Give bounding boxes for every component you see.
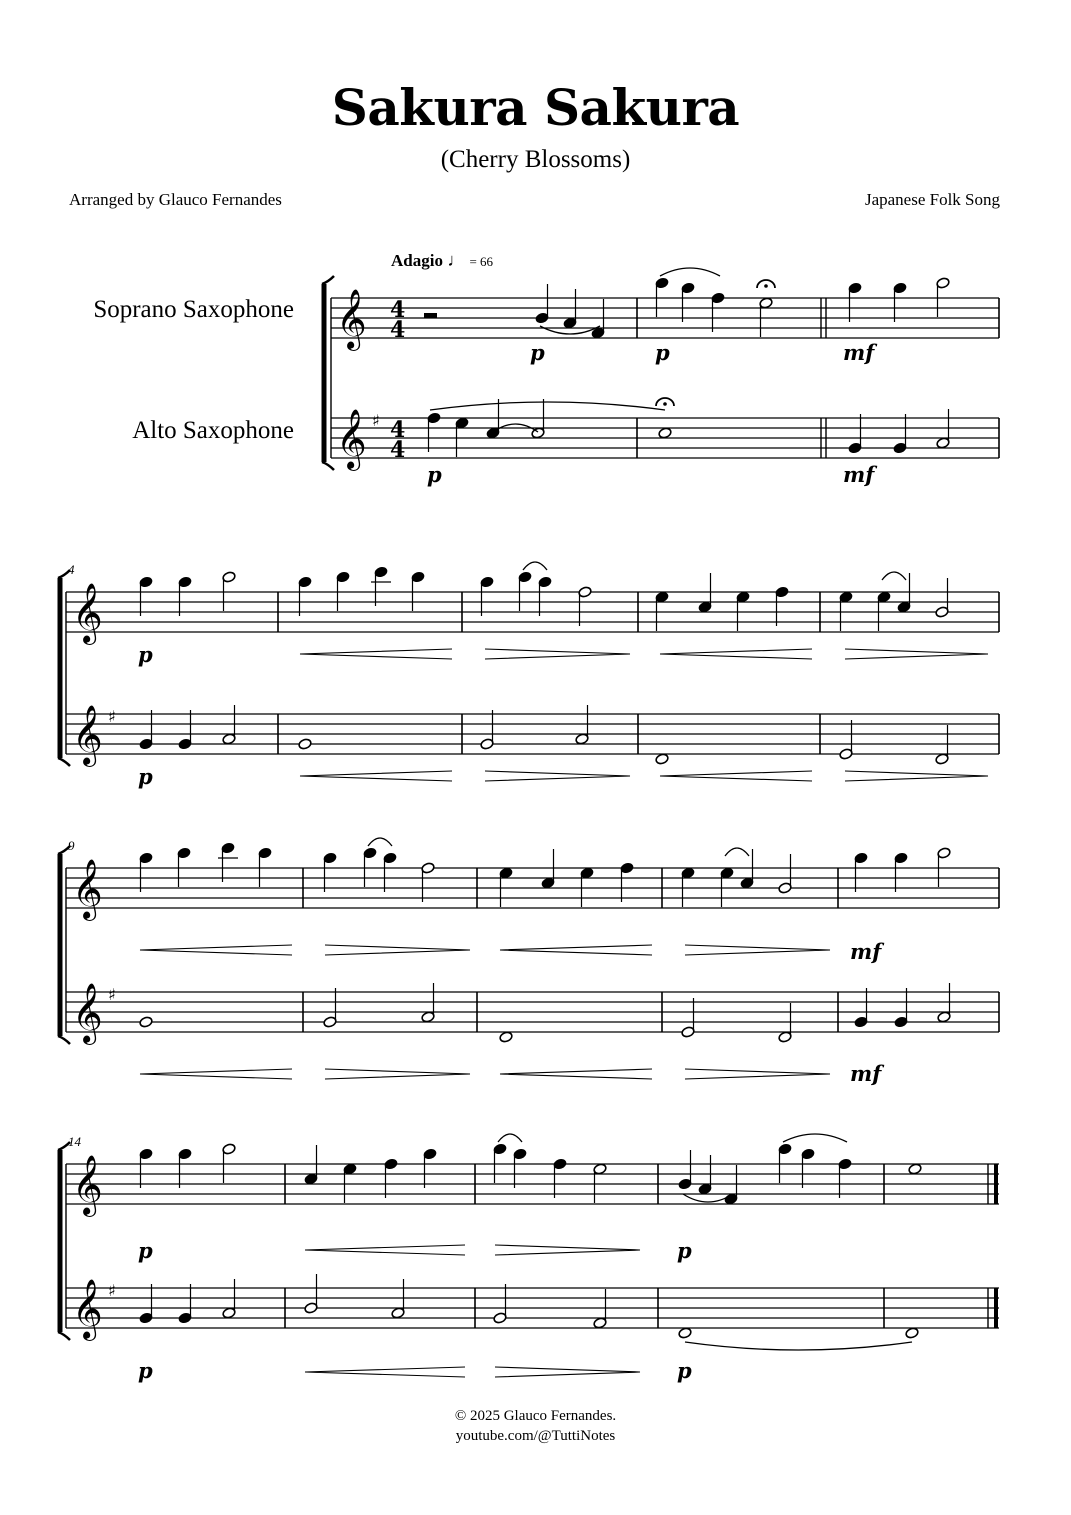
key-signature-sharp-icon: ♯ [108,707,116,726]
instrument-name-alto: Alto Saxophone [132,417,294,444]
dynamic-p: p [138,1358,153,1383]
whole-note [905,1327,919,1339]
treble-clef-icon: 𝄞 [72,583,103,643]
measure-number: 14 [68,1134,81,1149]
treble-clef-icon: 𝄞 [72,1279,103,1339]
whole-note [658,427,672,439]
tempo-text: Adagio [391,251,443,270]
measure-number: 4 [68,562,75,577]
channel-link: youtube.com/@TuttiNotes [455,1428,616,1444]
decrescendo-hairpin [325,1069,470,1079]
fermata-dot [764,284,768,288]
slur [430,402,665,410]
crescendo-hairpin [660,649,812,659]
measure-number: 9 [68,838,75,853]
slur [783,1134,847,1142]
bracket-hook-bottom [58,758,70,766]
dynamic-mf: mf [850,1061,882,1086]
score-subtitle: (Cherry Blossoms) [440,146,631,173]
score-title: Sakura Sakura [331,78,740,137]
whole-note [499,1031,513,1043]
treble-clef-icon: 𝄞 [72,705,103,765]
time-signature-numerator: 4 [390,297,406,323]
bracket-hook-bottom [58,1036,70,1044]
dynamic-mf: mf [850,939,882,964]
copyright-text: © 2025 Glauco Fernandes. [454,1408,617,1424]
treble-clef-icon: 𝄞 [72,983,103,1043]
crescendo-hairpin [305,1367,465,1377]
slur [523,562,547,570]
decrescendo-hairpin [485,649,630,659]
slur [725,848,749,856]
key-signature-sharp-icon: ♯ [372,411,380,430]
instrument-name-soprano: Soprano Saxophone [93,296,294,323]
dynamic-p: p [427,462,442,487]
dynamic-p: p [138,642,153,667]
dynamic-mf: mf [843,340,875,365]
half-rest [424,313,437,318]
decrescendo-hairpin [685,1069,830,1079]
slur [498,1134,522,1142]
dynamic-p: p [138,1238,153,1263]
treble-clef-icon: 𝄞 [336,409,367,469]
whole-note [678,1327,692,1339]
decrescendo-hairpin [325,945,470,955]
footer [0,1406,1071,1446]
crescendo-hairpin [305,1245,465,1255]
dynamic-mf: mf [843,462,875,487]
slur [882,572,906,580]
slur [368,838,392,846]
crescendo-hairpin [140,945,292,955]
dynamic-p: p [530,340,545,365]
decrescendo-hairpin [845,771,988,781]
time-signature-numerator: 4 [390,417,406,443]
time-signature-denominator: 4 [390,317,406,343]
composer-credit: Japanese Folk Song [864,190,1000,209]
key-signature-sharp-icon: ♯ [108,985,116,1004]
whole-note [139,1016,153,1028]
crescendo-hairpin [300,771,452,781]
decrescendo-hairpin [495,1367,640,1377]
bracket-hook-top [322,276,334,284]
decrescendo-hairpin [485,771,630,781]
whole-note [908,1163,922,1175]
key-signature-sharp-icon: ♯ [108,1281,116,1300]
crescendo-hairpin [300,649,452,659]
decrescendo-hairpin [495,1245,640,1255]
slur [685,1342,912,1350]
treble-clef-icon: 𝄞 [72,859,103,919]
quarter-note-icon: ♩ [447,250,466,270]
dynamic-p: p [677,1238,692,1263]
arranger-credit: Arranged by Glauco Fernandes [69,190,282,209]
dynamic-p: p [677,1358,692,1383]
crescendo-hairpin [500,1069,652,1079]
bracket-hook-bottom [322,462,334,470]
dynamic-p: p [138,764,153,789]
tempo-bpm: = 66 [469,254,494,269]
bracket-hook-bottom [58,1332,70,1340]
whole-note [655,753,669,765]
decrescendo-hairpin [685,945,830,955]
treble-clef-icon: 𝄞 [336,289,367,349]
dynamic-p: p [655,340,670,365]
time-signature-denominator: 4 [390,437,406,463]
fermata-dot [663,402,667,406]
whole-note [298,738,312,750]
crescendo-hairpin [660,771,812,781]
slur [660,268,720,276]
treble-clef-icon: 𝄞 [72,1155,103,1215]
decrescendo-hairpin [845,649,988,659]
crescendo-hairpin [500,945,652,955]
crescendo-hairpin [140,1069,292,1079]
